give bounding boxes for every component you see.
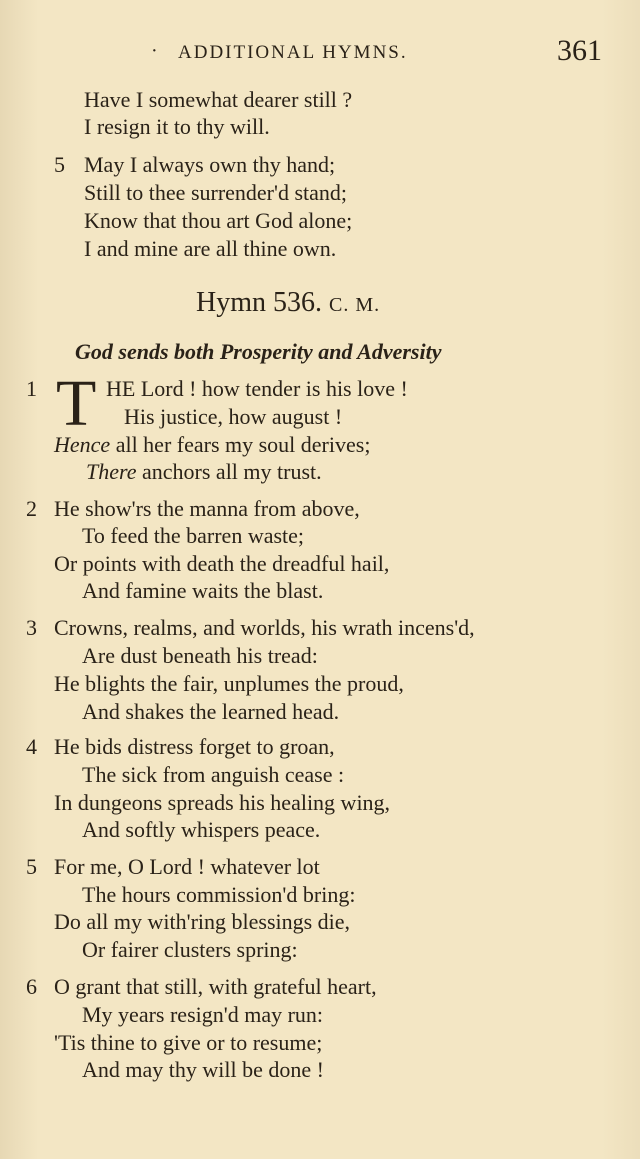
verse-number: 4 — [26, 734, 37, 759]
verse-line: O grant that still, with grateful heart, — [54, 974, 377, 999]
verse-line: He blights the fair, unplumes the proud, — [54, 671, 404, 696]
verse-number: 5 — [54, 152, 65, 177]
verse-line: And softly whispers peace. — [82, 817, 321, 842]
hymn-number: 536. — [273, 287, 322, 318]
verse-line — [86, 459, 322, 485]
verse-line: Or fairer clusters spring: — [82, 937, 298, 962]
verse-line: Or points with death the dreadful hail, — [54, 551, 390, 576]
header-dot: · — [151, 40, 158, 62]
verse-line: He show'rs the manna from above, — [54, 496, 360, 521]
verse-line: Still to thee surrender'd stand; — [84, 180, 348, 205]
emphasis-word: Hence — [54, 432, 111, 457]
verse-line: And famine waits the blast. — [82, 578, 324, 603]
verse-number: 2 — [26, 496, 37, 521]
verse-line: And may thy will be done ! — [82, 1057, 324, 1082]
verse-number: 1 — [26, 376, 37, 401]
verse-number: 5 — [26, 854, 37, 879]
verse-line: To feed the barren waste; — [82, 523, 305, 548]
emphasis-word: There — [86, 459, 137, 484]
verse-line: In dungeons spreads his healing wing, — [54, 790, 391, 815]
hymn-word: Hymn — [196, 287, 266, 318]
verse-line: For me, O Lord ! whatever lot — [54, 854, 320, 879]
verse-line: Crowns, realms, and worlds, his wrath incens'd, — [54, 615, 475, 640]
verse-line: His justice, how august ! — [124, 404, 343, 429]
page-number: 361 — [557, 34, 602, 67]
line-text: all her fears my soul derives; — [110, 432, 371, 457]
verse-number: 6 — [26, 974, 37, 999]
prev-hymn-line: I resign it to thy will. — [84, 114, 270, 139]
line-text: anchors all my trust. — [136, 459, 322, 484]
verse-line: The sick from anguish cease : — [82, 762, 345, 787]
verse-line — [54, 432, 370, 458]
verse-line: And shakes the learned head. — [82, 699, 340, 724]
verse-line: Do all my with'ring blessings die, — [54, 909, 351, 934]
verse-line: My years resign'd may run: — [82, 1002, 324, 1027]
verse-number: 3 — [26, 615, 37, 640]
verse-line: I and mine are all thine own. — [84, 236, 337, 261]
verse-line: Are dust beneath his tread: — [82, 643, 318, 668]
hymn-title — [196, 287, 380, 319]
prev-hymn-line: Have I somewhat dearer still ? — [84, 87, 353, 112]
verse-line: Know that thou art God alone; — [84, 208, 353, 233]
verse-line: The hours commission'd bring: — [82, 882, 356, 907]
verse-line: May I always own thy hand; — [84, 152, 336, 177]
hymn-meter: C. M. — [329, 294, 381, 316]
verse-line: 'Tis thine to give or to resume; — [54, 1030, 323, 1055]
verse-line: He bids distress forget to groan, — [54, 734, 335, 759]
drop-cap: T — [56, 367, 97, 440]
running-title: ADDITIONAL HYMNS. — [178, 42, 408, 63]
verse-line: HE Lord ! how tender is his love ! — [106, 376, 408, 401]
hymn-subtitle: God sends both Prosperity and Adversity — [75, 339, 442, 364]
